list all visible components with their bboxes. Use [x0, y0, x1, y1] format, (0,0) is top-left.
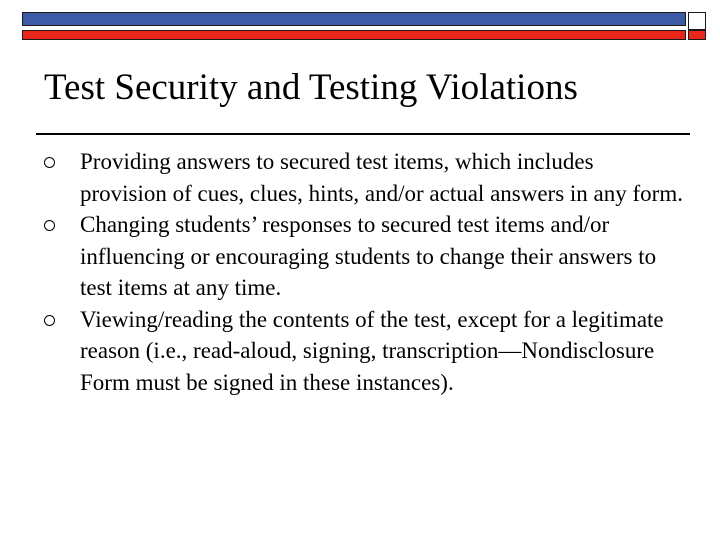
bullet-item: [44, 304, 684, 399]
header-corner-square: [688, 12, 706, 30]
bullet-list: [44, 146, 684, 398]
slide-title: Test Security and Testing Violations: [44, 67, 578, 108]
title-divider: [36, 133, 690, 135]
bullet-text: Providing answers to secured test items, which includes provision of cues, clues, hints, and/or actual answers in any form.: [80, 149, 683, 206]
hollow-circle-bullet-icon: [44, 315, 55, 326]
header-blue-bar: [22, 12, 686, 26]
bullet-text: Viewing/reading the contents of the test, except for a legitimate reason (i.e., read-aloud, signing, transcription—Nondisclosure Form must be signed in these instances).: [80, 306, 664, 395]
bullet-item: [44, 146, 684, 209]
header-corner-red-square: [688, 30, 706, 40]
hollow-circle-bullet-icon: [44, 157, 55, 168]
bullet-text: Changing students’ responses to secured test items and/or influencing or encouraging students to change their answers to test items at any time.: [80, 212, 657, 300]
header-red-bar: [22, 30, 686, 40]
hollow-circle-bullet-icon: [44, 220, 55, 231]
bullet-item: [44, 209, 684, 304]
